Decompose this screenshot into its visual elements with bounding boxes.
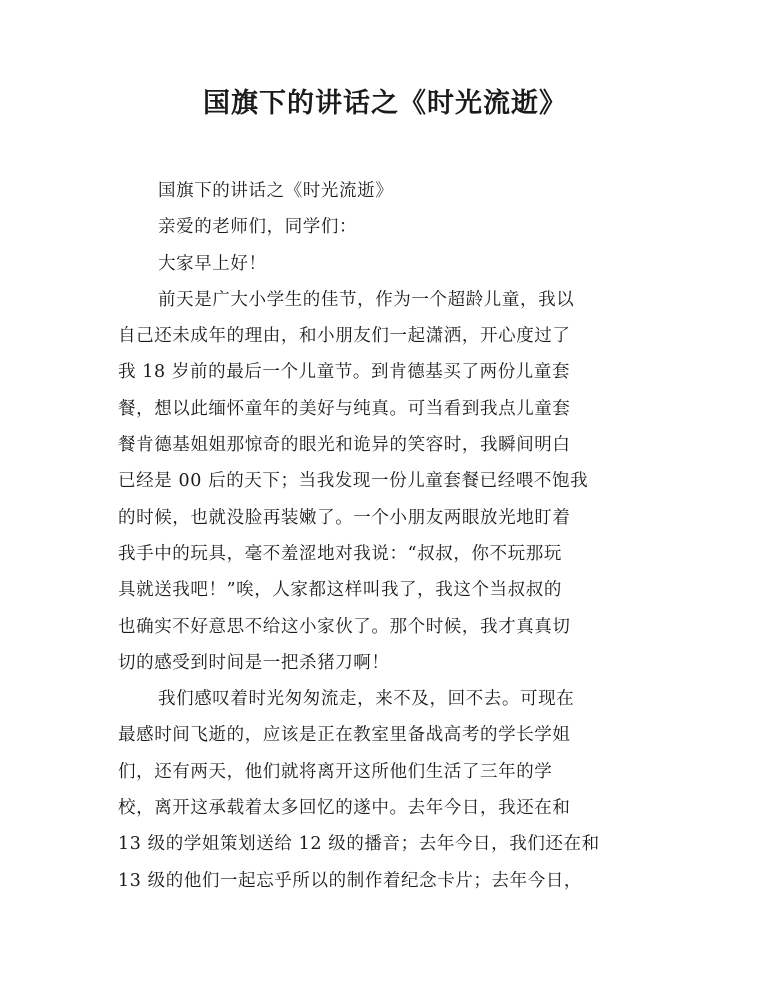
- paragraph-line: 自己还未成年的理由，和小朋友们一起潇洒，开心度过了: [118, 326, 571, 347]
- paragraph-line: 餐肯德基姐姐那惊奇的眼光和诡异的笑容时，我瞬间明白: [118, 435, 571, 456]
- document-title: 国旗下的讲话之《时光流逝》: [203, 88, 567, 119]
- paragraph-line: 校，离开这承载着太多回忆的遂中。去年今日，我还在和: [118, 798, 571, 819]
- paragraph-line: 的时候，也就没脸再装嫩了。一个小朋友两眼放光地盯着: [118, 507, 571, 528]
- paragraph-line: 具就送我吧！”唉，人家都这样叫我了，我这个当叔叔的: [118, 580, 562, 601]
- paragraph-line: 我们感叹着时光匆匆流走，来不及，回不去。可现在: [158, 689, 575, 710]
- paragraph-line: 13 级的他们一起忘乎所以的制作着纪念卡片；去年今日，: [118, 870, 583, 891]
- paragraph-line: 也确实不好意思不给这小家伙了。那个时候，我才真真切: [118, 616, 571, 637]
- paragraph-line: 国旗下的讲话之《时光流逝》: [158, 181, 394, 201]
- paragraph-line: 最感时间飞逝的，应该是正在教室里备战高考的学长学姐: [118, 725, 571, 746]
- paragraph-line: 已经是 00 后的天下；当我发现一份儿童套餐已经喂不饱我: [118, 471, 589, 492]
- paragraph-line: 我手中的玩具，毫不羞涩地对我说：“叔叔，你不玩那玩: [118, 543, 562, 564]
- paragraph-line: 亲爱的老师们，同学们：: [158, 217, 358, 238]
- document-body: [118, 173, 658, 899]
- paragraph-line: 餐，想以此缅怀童年的美好与纯真。可当看到我点儿童套: [118, 398, 571, 419]
- paragraph-line: 大家早上好！: [158, 253, 267, 274]
- paragraph-line: 们，还有两天，他们就将离开这所他们生活了三年的学: [118, 761, 553, 782]
- paragraph-line: 前天是广大小学生的佳节，作为一个超龄儿童，我以: [158, 289, 575, 310]
- paragraph-line: 我 18 岁前的最后一个儿童节。到肯德基买了两份儿童套: [118, 362, 571, 383]
- paragraph-line: 切的感受到时间是一把杀猪刀啊！: [118, 652, 390, 673]
- paragraph-line: 13 级的学姐策划送给 12 级的播音；去年今日，我们还在和: [118, 834, 600, 855]
